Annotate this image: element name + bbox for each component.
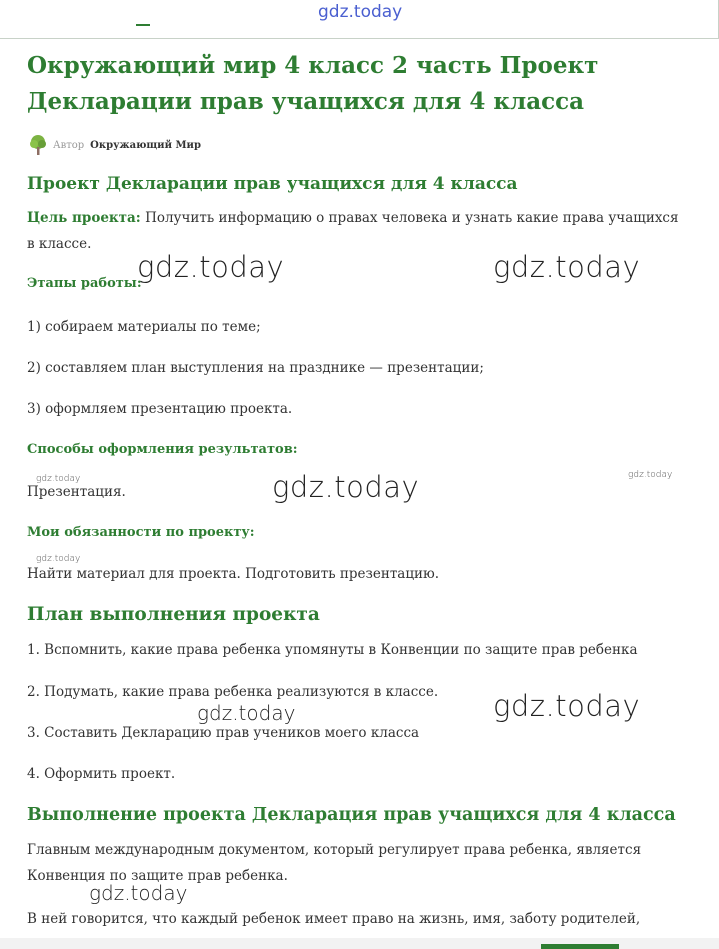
section-heading: Выполнение проекта Декларация прав учащихся для 4 класса [27, 805, 676, 825]
plan-item: 2. Подумать, какие права ребенка реализуются в классе. [27, 684, 439, 700]
goal-label: Цель проекта: [27, 210, 141, 226]
plan-item: 3. Составить Декларацию прав учеников моего класса [27, 725, 420, 741]
methods-label: Способы оформления результатов: [27, 442, 298, 457]
section-heading: Проект Декларации прав учащихся для 4 класса [27, 174, 518, 194]
author-info [27, 133, 201, 157]
page-title: Окружающий мир 4 класс 2 часть Проект Декларации прав учащихся для 4 класса [27, 52, 599, 115]
watermark: gdz.today [36, 474, 81, 484]
watermark: gdz.today [197, 701, 296, 725]
watermark: gdz.today [36, 554, 81, 564]
tree-icon [27, 134, 49, 156]
stage-item: 2) составляем план выступления на празднике — презентации; [27, 360, 484, 376]
author-label: Автор [53, 139, 85, 151]
duties-label: Мои обязанности по проекту: [27, 525, 255, 540]
top-bar [0, 0, 719, 39]
body-paragraph: Главным международным документом, который регулирует права ребенка, является Конвенция по защите прав ребенка. [27, 842, 642, 884]
methods-text: Презентация. [27, 484, 126, 500]
watermark: gdz.today [89, 881, 188, 905]
site-logo[interactable]: gdz.today [318, 2, 403, 22]
section-heading: План выполнения проекта [27, 604, 320, 625]
watermark: gdz.today [493, 689, 641, 723]
watermark: gdz.today [272, 470, 420, 504]
body-paragraph: В ней говорится, что каждый ребенок имеет право на жизнь, имя, заботу родителей, [27, 911, 641, 927]
stages-label: Этапы работы: [27, 276, 142, 291]
bottom-bar [0, 938, 719, 949]
watermark: gdz.today [137, 250, 285, 284]
duties-text: Найти материал для проекта. Подготовить презентацию. [27, 566, 440, 582]
bottom-button[interactable] [541, 944, 619, 949]
menu-toggle[interactable] [136, 24, 150, 26]
goal-text: Получить информацию о правах человека и узнать какие права учащихся в классе. [27, 210, 679, 252]
article [27, 48, 687, 120]
watermark: gdz.today [493, 250, 641, 284]
author-name[interactable]: Окружающий Мир [90, 139, 201, 151]
stage-item: 3) оформляем презентацию проекта. [27, 401, 293, 417]
plan-item: 4. Оформить проект. [27, 766, 176, 782]
stage-item: 1) собираем материалы по теме; [27, 319, 261, 335]
watermark: gdz.today [628, 470, 673, 480]
plan-item: 1. Вспомнить, какие права ребенка упомянуты в Конвенции по защите прав ребенка [27, 642, 638, 658]
